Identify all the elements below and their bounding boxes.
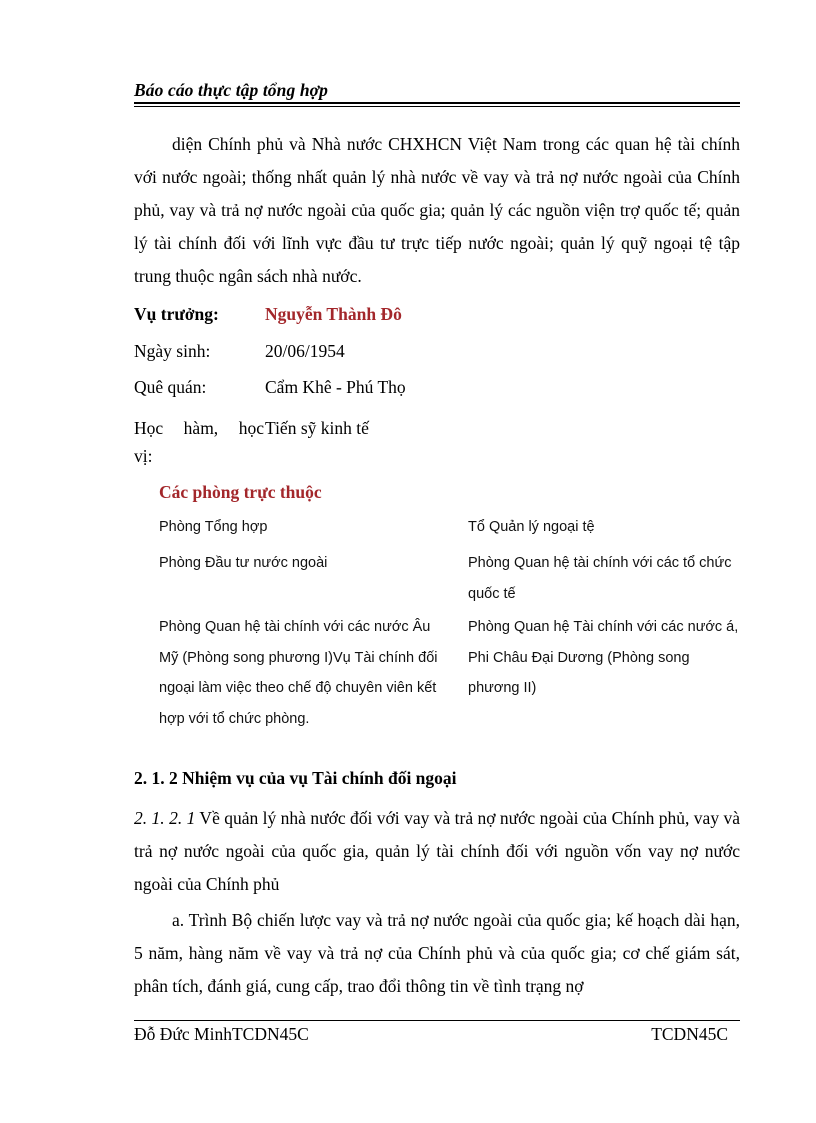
degree-label-word: học: [238, 418, 264, 438]
department-item: Phòng Tổng hợp: [159, 519, 268, 535]
section-heading: 2. 1. 2 Nhiệm vụ của vụ Tài chính đối ngoại: [134, 768, 457, 788]
header-title: Báo cáo thực tập tổng hợp: [134, 80, 328, 100]
subsection-paragraph: [134, 802, 740, 901]
intro-paragraph: diện Chính phủ và Nhà nước CHXHCN Việt Nam trong các quan hệ tài chính với nước ngoài; thống nhất quản lý nhà nước về vay và trả nợ nước ngoài của Chính phủ, vay và trả nợ nước ngoài của quốc gia; quản lý các nguồn viện trợ quốc tế; quản lý tài chính đối với lĩnh vực đầu tư trực tiếp nước ngoài; quản lý quỹ ngoại tệ tập trung thuộc ngân sách nhà nước.: [134, 134, 740, 286]
degree-label-tail: vị:: [134, 446, 153, 466]
hometown-label: Quê quán:: [134, 377, 207, 397]
footer-author: Đỗ Đức MinhTCDN45C: [134, 1024, 309, 1044]
department-item: Phòng Quan hệ tài chính với các tổ chức quốc tế: [468, 555, 732, 602]
departments-heading: Các phòng trực thuộc: [159, 482, 322, 502]
director-name: Nguyễn Thành Đô: [265, 304, 402, 324]
director-label: Vụ trưởng:: [134, 304, 219, 324]
header-rule-thin: [134, 106, 740, 107]
degree-label-word: hàm,: [183, 418, 219, 438]
department-item: Phòng Đầu tư nước ngoài: [159, 555, 328, 571]
footer-rule: [134, 1020, 740, 1021]
header-rule-thick: [134, 102, 740, 104]
department-item: Tổ Quản lý ngoại tệ: [468, 519, 595, 535]
department-item: Phòng Quan hệ tài chính với các nước Âu Mỹ (Phòng song phương I)Vụ Tài chính đối ngoại làm việc theo chế độ chuyên viên kết hợp với tổ chức phòng.: [159, 619, 438, 727]
department-item: Phòng Quan hệ Tài chính với các nước á, Phi Châu Đại Dương (Phòng song phương II): [468, 619, 739, 696]
birth-value: 20/06/1954: [265, 341, 345, 361]
degree-label-word: Học: [134, 418, 164, 438]
subsection-number: 2. 1. 2. 1: [134, 808, 196, 828]
item-a-paragraph: a. Trình Bộ chiến lược vay và trả nợ nước ngoài của quốc gia; kế hoạch dài hạn, 5 năm, hàng năm về vay và trả nợ của Chính phủ và của quốc gia; cơ chế giám sát, phân tích, đánh giá, cung cấp, trao đổi thông tin về tình trạng nợ: [134, 910, 740, 996]
birth-label: Ngày sinh:: [134, 341, 211, 361]
degree-label: [134, 414, 264, 470]
subsection-text: Về quản lý nhà nước đối với vay và trả nợ nước ngoài của Chính phủ, vay và trả nợ nước ngoài của quốc gia, quản lý tài chính đối với nguồn vốn vay nợ nước ngoài của Chính phủ: [134, 808, 740, 894]
degree-value: Tiến sỹ kinh tế: [265, 418, 369, 438]
footer-class: TCDN45C: [651, 1024, 728, 1044]
hometown-value: Cẩm Khê - Phú Thọ: [265, 377, 406, 397]
